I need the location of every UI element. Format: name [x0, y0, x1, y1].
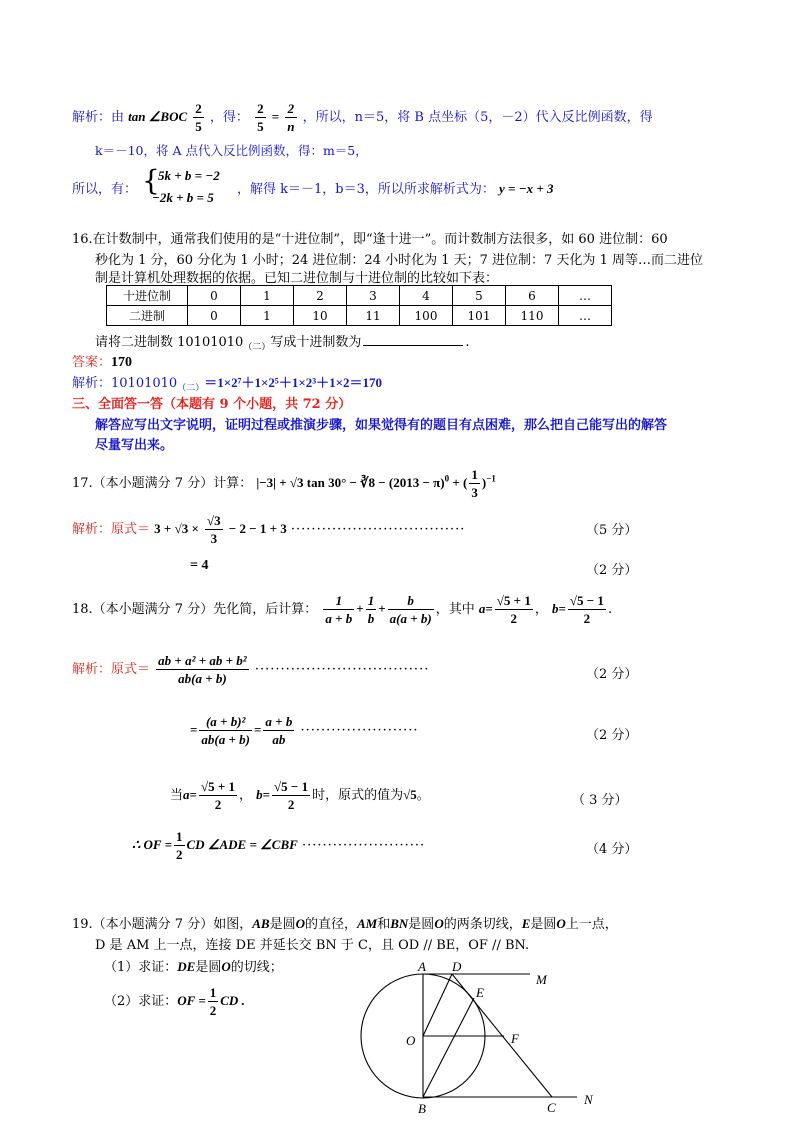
q15-line3: 所以，有： [72, 182, 138, 197]
q17-stem: 17.（本小题满分 7 分）计算： |−3| + √3 tan 30° − ∛8 − $(2013 - \pi)^0$ + ( $\frac{1}{3}$ )$^{-1}$ [72, 467, 496, 500]
table-cell: 101 [453, 306, 506, 326]
q16-answer-value: 170 [111, 355, 133, 370]
q18-sol2: = $\frac{\text{(a + b)²}}{ab(a + b)}$ = $\frac{a + b}{ab}$ ······················· [190, 714, 419, 747]
table-cell: 1 [241, 306, 294, 326]
label-m: M [536, 972, 547, 987]
label-e: E [476, 985, 484, 1000]
q16-answer: 答案：170 [72, 355, 133, 370]
q15-brace: { [142, 164, 160, 197]
label-f: F [511, 1031, 519, 1046]
section3-instr1: 解答应写出文字说明，证明过程或推演步骤，如果觉得有的题目有点困难，那么把自己能写出的解答 [95, 418, 668, 433]
q19-part1: （1）求证：DE是圆O的切线； [104, 959, 283, 975]
q19-line2: D 是 AM 上一点，连接 DE 并延长交 BN 于 C，且 OD // BE，OF // BN. [95, 938, 530, 953]
q15-line3-mid: ，解得 k＝－1，b＝3，所以所求解析式为： y = −x + 3 [237, 181, 554, 197]
q16-analysis: 解析：$10101010_{(二)}=1\times 2^7+1\times 2^5+1\times 2^3+1\times 2=170$ [72, 375, 383, 394]
q17-score1: （5 分） [586, 523, 638, 538]
q18-score3: （ 3 分） [572, 793, 628, 808]
q15-tan: tan ∠BOC [128, 109, 188, 124]
label-b: B [418, 1101, 426, 1116]
q15-frac-2-n: $\frac{2}{n}$ [287, 101, 295, 134]
q17-score2: （2 分） [586, 563, 638, 578]
table-cell: … [559, 306, 612, 326]
q15-line2: k＝－10，将 A 点代入反比例函数，得：m＝5， [95, 143, 368, 158]
table-cell: 二进制 [107, 306, 188, 326]
segment-od [423, 974, 452, 1036]
label-a: A [418, 959, 426, 974]
label-d: D [452, 959, 462, 974]
q15-label: 解析：由 [72, 110, 125, 125]
q15-eq1: 5k + b = −2 [158, 168, 220, 183]
q19-line1: 19.（本小题满分 7 分）如图，AB是圆O的直径，AM和BN是圆O的两条切线，E是圆O上一点， [72, 916, 618, 932]
table-cell: … [559, 286, 612, 306]
label-c: C [547, 1100, 556, 1115]
q17-sol2: = 4 [190, 558, 209, 573]
label-n: N [584, 1092, 593, 1107]
table-cell: 3 [347, 286, 400, 306]
table-cell: 110 [506, 306, 559, 326]
q18-sol4: ∴ OF = $\frac{1}{2}$ CD ∠ADE = ∠CBF ························ [132, 829, 426, 862]
q18-sol3: 当a= $\frac{√5 + 1}{2}$ ， b= $\frac{√5 - 1}{2}$ 时，原式的值为√5。 [170, 779, 430, 812]
q18-score2: （2 分） [586, 728, 638, 743]
q19-part2: （2）求证：OF = $\frac{1}{2}$ CD . [104, 985, 245, 1018]
table-cell: 6 [506, 286, 559, 306]
q16-line1: 16.在计数制中，通常我们使用的是“十进位制”，即“逢十进一”。而计数制方法很多，如 60 进位制：60 [72, 232, 668, 247]
table-cell: 0 [188, 306, 241, 326]
q15-line1: 解析：由 tan ∠BOC $\frac{2}{5}$ ，得： $\frac{2}{5}$ = $\frac{2}{n}$ ，所以，n＝5，将 B 点坐标（5，－2）代入反比例函数，得 [72, 101, 653, 134]
q15-eq2: −2k + b = 5 [152, 190, 214, 205]
q18-sol-label: 解析：原式＝ [72, 662, 151, 677]
q17-expr: |−3| + √3 tan 30° − ∛8 − (2013 − π) [256, 475, 445, 490]
q17-frac-third: $\frac{1}{3}$ [471, 467, 478, 500]
section3-instr2: 尽量写出来。 [95, 438, 174, 453]
segment-be [423, 998, 474, 1097]
table-cell: 10 [294, 306, 347, 326]
dots: ·································· [290, 522, 466, 537]
q16-line2: 秒化为 1 分，60 分化为 1 小时；24 进位制：24 小时化为 1 天；7 进位制：7 天化为 1 周等…而二进位 [95, 253, 703, 268]
q18-sol1: 解析：原式＝ $\frac{\text{ab + a² + ab + b²}}{ab(a + b)}$ ·································· [72, 653, 430, 686]
section3-title: 三、全面答一答（本题有 9 个小题，共 72 分） [72, 397, 352, 412]
table-cell: 1 [241, 286, 294, 306]
q18-score1: （2 分） [586, 667, 638, 682]
table-cell: 十进位制 [107, 286, 188, 306]
table-cell: 100 [400, 306, 453, 326]
label-o: O [406, 1033, 416, 1048]
table-cell: 0 [188, 286, 241, 306]
table-cell: 2 [294, 286, 347, 306]
q15-frac-2-5b: $\frac{2}{5}$ [257, 101, 264, 134]
table-cell: 5 [453, 286, 506, 306]
q18-score4: （4 分） [586, 842, 638, 857]
q17-sol1: 解析：原式＝ 3 + √3 × $\frac{√3}{3}$ − 2 − 1 + 3 ·································· [72, 513, 466, 546]
q15-result: y = −x + 3 [499, 181, 554, 196]
q18-stem: 18.（本小题满分 7 分）先化简，后计算： $\frac{1}{a + b}$ + $\frac{1}{b}$ + $\frac{b}{a(a + b)}$ ，其中 a= $\frac{√5 + 1}{2}$ ， b= $\frac{√5 - 1}{2}$ . [72, 593, 613, 626]
table-cell: 4 [400, 286, 453, 306]
q17-sol-label: 解析：原式＝ [72, 522, 151, 537]
q15-frac-2-5: $\frac{2}{5}$ [195, 101, 202, 134]
table-cell: 11 [347, 306, 400, 326]
q16-question: 请将二进制数 $10101010_{(二)}$写成十进制数为 . [95, 335, 470, 353]
q16-line3: 制是计算机处理数据的依据。已知二进位制与十进位制的比较如下表： [95, 271, 499, 286]
